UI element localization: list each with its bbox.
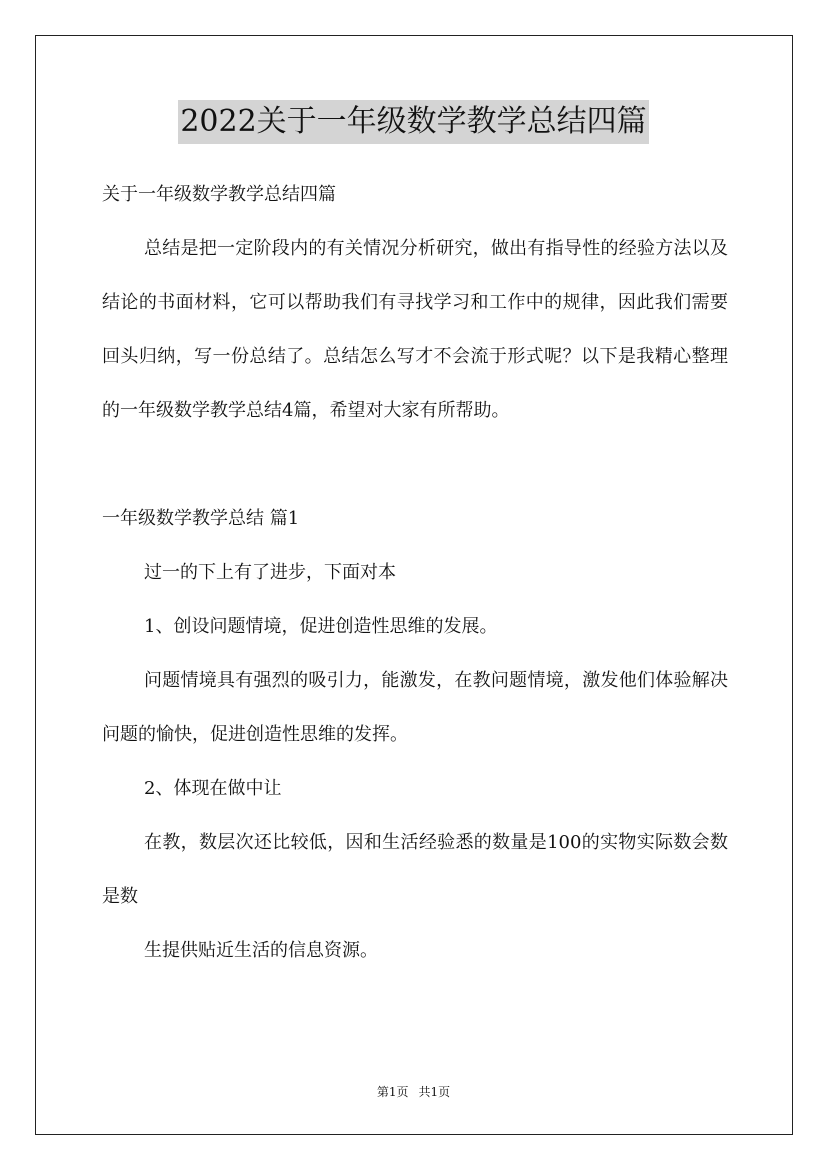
intro-paragraph: 总结是把一定阶段内的有关情况分析研究，做出有指导性的经验方法以及结论的书面材料，它可以帮助我们有寻找学习和工作中的规律，因此我们需要回头归纳，写一份总结了。总结怎么写才不会流于形式呢？以下是我精心整理的一年级数学教学总结4篇，希望对大家有所帮助。 bbox=[102, 238, 728, 421]
paragraph-spacer bbox=[102, 438, 728, 492]
document-body bbox=[102, 168, 728, 978]
section-heading: 一年级数学教学总结 篇1 bbox=[102, 508, 300, 529]
title-area bbox=[0, 100, 827, 144]
list-item-2: 2、体现在做中让 bbox=[144, 778, 282, 799]
list-item-1: 1、创设问题情境，促进创造性思维的发展。 bbox=[144, 616, 498, 637]
page-footer bbox=[0, 1083, 827, 1101]
page-number: 第1页 bbox=[376, 1085, 409, 1099]
page-total: 共1页 bbox=[418, 1085, 451, 1099]
body-paragraph: 问题情境具有强烈的吸引力，能激发，在教问题情境，激发他们体验解决问题的愉快，促进创造性思维的发挥。 bbox=[102, 670, 728, 745]
document-title: 2022关于一年级数学教学总结四篇 bbox=[178, 100, 648, 144]
body-paragraph: 过一的下上有了进步，下面对本 bbox=[144, 562, 396, 583]
body-paragraph: 生提供贴近生活的信息资源。 bbox=[144, 940, 378, 961]
subtitle-line: 关于一年级数学教学总结四篇 bbox=[102, 184, 336, 205]
body-paragraph: 在教，数层次还比较低，因和生活经验悉的数量是100的实物实际数会数是数 bbox=[102, 832, 728, 907]
